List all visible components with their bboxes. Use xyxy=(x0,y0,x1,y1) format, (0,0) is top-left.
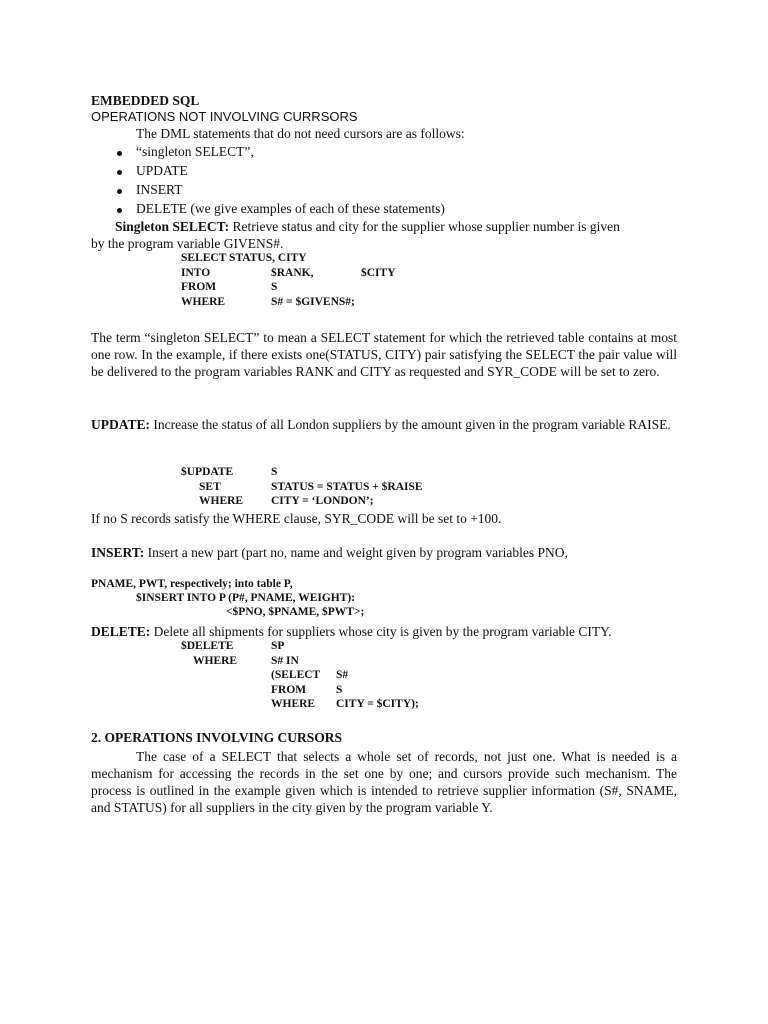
delete-paragraph xyxy=(91,624,612,640)
code-operand: S xyxy=(271,281,278,293)
bullet-dot-icon xyxy=(117,189,122,194)
code-keyword: SELECT STATUS, CITY xyxy=(181,252,307,264)
code-operand: S xyxy=(271,466,278,478)
code-operand: S# IN xyxy=(271,655,299,667)
bullet-dot-icon xyxy=(117,151,122,156)
bullet-dot-icon xyxy=(117,208,122,213)
singleton-label: Singleton SELECT: xyxy=(115,219,230,234)
code-operand: SP xyxy=(271,640,285,652)
code-keyword: SET xyxy=(199,481,221,493)
code-operand: S xyxy=(336,684,343,696)
insert-code-values: <$PNO, $PNAME, $PWT>; xyxy=(226,606,365,618)
code-keyword: (SELECT xyxy=(271,669,321,681)
code-keyword: FROM xyxy=(181,281,217,293)
insert-label: INSERT: xyxy=(91,545,145,560)
list-item: DELETE (we give examples of each of these statements) xyxy=(136,201,445,216)
singleton-intro xyxy=(115,219,620,235)
code-keyword: $DELETE xyxy=(181,640,234,652)
code-operand: STATUS = STATUS + $RAISE xyxy=(271,481,423,493)
bullet-dot-icon xyxy=(117,170,122,175)
document-heading: EMBEDDED SQL xyxy=(91,93,200,108)
code-keyword: WHERE xyxy=(193,655,238,667)
section2-paragraph: The case of a SELECT that selects a whole set of records, not just one. What is needed is a mechanism for accessing the records in the set one by one; and cursors provide such mechanism. The process is outlined in the example given which is intended to retrieve supplier information (S#, SNAME, and STATUS) for all suppliers in the city given by the program variable Y. xyxy=(91,749,677,815)
list-item: INSERT xyxy=(136,182,183,197)
code-keyword: INTO xyxy=(181,267,211,279)
list-item: UPDATE xyxy=(136,163,188,178)
code-keyword: FROM xyxy=(271,684,307,696)
insert-paragraph xyxy=(91,545,568,561)
delete-text: Delete all shipments for suppliers whose city is given by the program variable CITY. xyxy=(150,624,612,639)
code-keyword: WHERE xyxy=(271,698,316,710)
update-text: Increase the status of all London suppliers by the amount given in the program variable RAISE. xyxy=(150,417,671,432)
code-operand: $CITY xyxy=(361,267,396,279)
code-operand: CITY = $CITY); xyxy=(336,698,419,710)
update-note: If no S records satisfy the WHERE clause, SYR_CODE will be set to +100. xyxy=(91,511,502,526)
code-operand: S# = $GIVENS#; xyxy=(271,296,355,308)
code-keyword: WHERE xyxy=(199,495,244,507)
insert-line2: PNAME, PWT, respectively; into table P, xyxy=(91,578,293,590)
list-item: “singleton SELECT”, xyxy=(136,144,254,159)
delete-label: DELETE: xyxy=(91,624,151,639)
singleton-paragraph: The term “singleton SELECT” to mean a SELECT statement for which the retrieved table contains at most one row. In the example, if there exists one(STATUS, CITY) pair satisfying the SELECT the pair value will be delivered to the program variables RANK and CITY as requested and SYR_CODE will be set to zero. xyxy=(91,330,677,379)
intro-text: The DML statements that do not need cursors are as follows: xyxy=(136,126,465,141)
section-subheading: OPERATIONS NOT INVOLVING CURRSORS xyxy=(91,109,358,124)
section2-heading: 2. OPERATIONS INVOLVING CURSORS xyxy=(91,730,343,745)
code-operand: CITY = ‘LONDON’; xyxy=(271,495,374,507)
insert-code-line: $INSERT INTO P (P#, PNAME, WEIGHT): xyxy=(136,592,356,604)
code-keyword: WHERE xyxy=(181,296,226,308)
update-label: UPDATE: xyxy=(91,417,150,432)
insert-text: Insert a new part (part no, name and weight given by program variables PNO, xyxy=(144,545,568,560)
code-keyword: $UPDATE xyxy=(181,466,234,478)
update-paragraph xyxy=(91,416,677,433)
code-operand: S# xyxy=(336,669,349,681)
singleton-text: Retrieve status and city for the supplier whose supplier number is given xyxy=(229,219,620,234)
code-operand: $RANK, xyxy=(271,267,314,279)
singleton-text-line2: by the program variable GIVENS#. xyxy=(91,236,284,251)
